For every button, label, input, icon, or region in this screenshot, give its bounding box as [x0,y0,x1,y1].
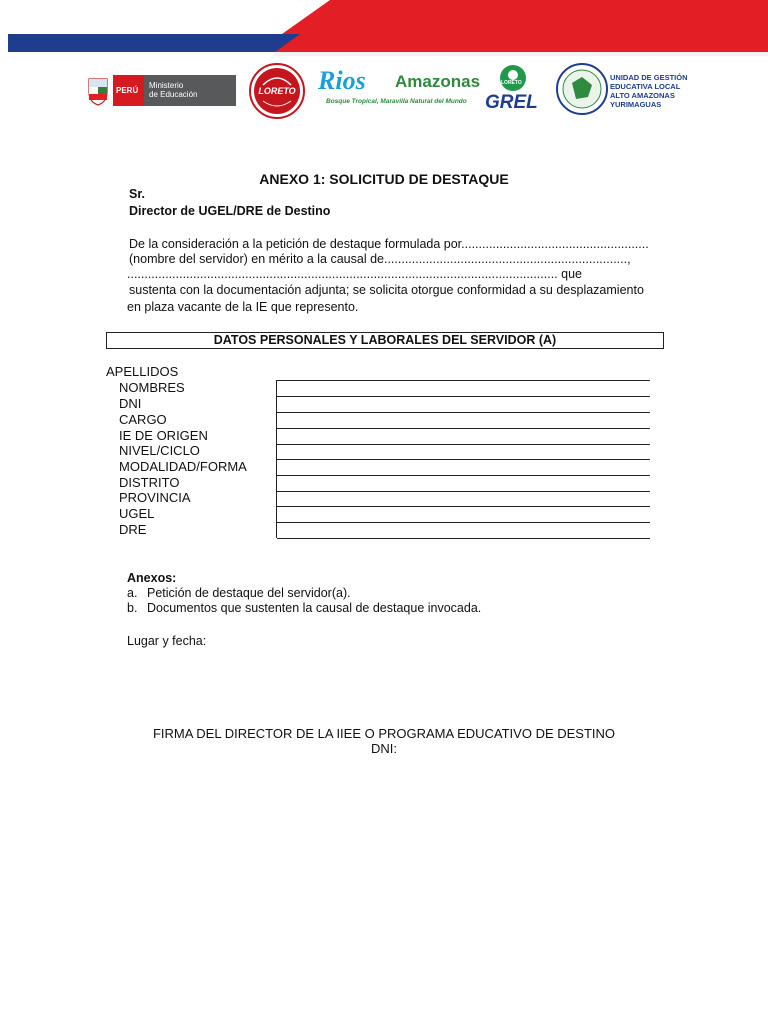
ugel-line-3: ALTO AMAZONAS [610,91,675,100]
field-label-ugel: UGEL [119,506,155,521]
document-title: ANEXO 1: SOLICITUD DE DESTAQUE [259,171,509,187]
annex-b-marker: b. [127,601,138,615]
grel-small-label: LORETO [501,80,522,86]
fill-line-modalidad[interactable] [277,459,650,460]
section-title-box [106,332,664,349]
ugel-line-2: EDUCATIVA LOCAL [610,82,681,91]
ugel-line-1: UNIDAD DE GESTIÓN [610,73,688,82]
body-line-5: en plaza vacante de la IE que represento. [127,300,359,314]
place-date: Lugar y fecha: [127,634,207,648]
fill-line-ie-origen[interactable] [277,428,650,429]
annex-a-marker: a. [127,586,138,600]
ministry-logo-box [144,75,236,106]
field-label-dni: DNI [119,396,142,411]
grel-emblem-icon [499,64,527,92]
annex-b-text: Documentos que sustenten la causal de destaque invocada. [147,601,482,615]
ugel-text-block [610,73,688,109]
loreto-label: LORETO [258,86,296,96]
dni-line: DNI: [371,741,397,756]
ugel-line-4: YURIMAGUAS [610,100,662,109]
annexes-title: Anexos: [127,571,177,585]
field-label-nombres: NOMBRES [119,380,185,395]
field-label-nivel-ciclo: NIVEL/CICLO [119,443,200,458]
signature-line: FIRMA DEL DIRECTOR DE LA IIEE O PROGRAMA EDUCATIVO DE DESTINO [152,726,616,741]
body-line-3: ............................................................................................................................ que [127,267,582,281]
ministry-line-2: de Educación [149,90,198,99]
fill-line-dre[interactable] [277,522,650,523]
field-label-cargo: CARGO [119,412,167,427]
fill-line-bottom[interactable] [277,538,650,539]
section-title: DATOS PERSONALES Y LABORALES DEL SERVIDOR (A) [213,333,557,347]
coat-of-arms-icon [86,76,110,106]
rios-label: Rios [318,66,366,95]
fill-line-dni[interactable] [277,396,650,397]
ministry-line-1: Ministerio [149,81,184,90]
fill-line-provincia[interactable] [277,491,650,492]
body-line-1: De la consideración a la petición de destaque formulada por...................................................... [129,237,649,251]
grel-label: GREL [485,92,538,113]
amazonas-label: Amazonas [395,72,481,91]
addressee: Director de UGEL/DRE de Destino [129,204,331,218]
field-label-modalidad: MODALIDAD/FORMA [119,459,247,474]
rios-tagline: Bosque Tropical, Maravilla Natural del Mundo [326,98,467,105]
fill-line-distrito[interactable] [277,475,650,476]
ugel-emblem-icon [556,63,608,115]
peru-logo-box [113,75,144,106]
peru-label: PERÚ [116,86,139,95]
field-label-apellidos: APELLIDOS [106,364,179,379]
field-label-dre: DRE [119,522,147,537]
field-label-ie-origen: IE DE ORIGEN [119,428,208,443]
salutation: Sr. [129,187,145,201]
fill-line-ugel[interactable] [277,506,650,507]
annex-a-text: Petición de destaque del servidor(a). [147,586,351,600]
field-label-provincia: PROVINCIA [119,490,191,505]
body-line-4: sustenta con la documentación adjunta; se solicita otorgue conformidad a su desplazamiento [129,283,644,297]
fill-line-nombres[interactable] [277,380,650,381]
body-line-2: (nombre del servidor) en mérito a la causal de......................................................................, [129,252,631,266]
fill-line-nivel-ciclo[interactable] [277,444,650,445]
field-label-distrito: DISTRITO [119,475,180,490]
fill-line-cargo[interactable] [277,412,650,413]
header-banner [0,0,768,60]
